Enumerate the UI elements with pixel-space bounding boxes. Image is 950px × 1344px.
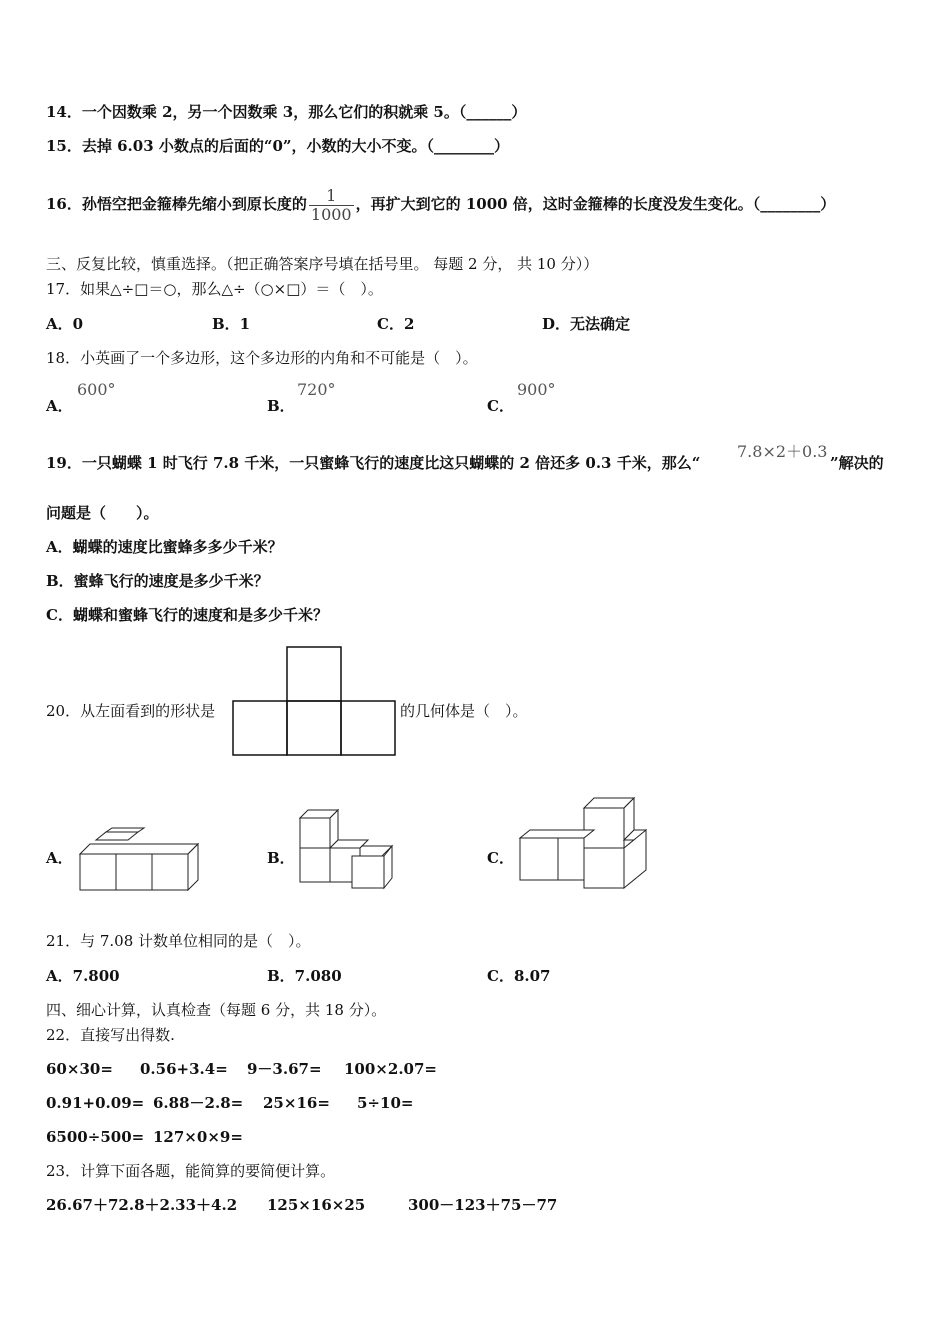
fraction-denominator: 1000 [310,204,352,224]
question-16-suffix: ，再扩大到它的 1000 倍，这时金箍棒的长度没发生变化。（________） [355,195,836,213]
question-19-prefix: 19．一只蝴蝶 1 时飞行 7.8 千米，一只蜜蜂飞行的速度比这只蝴蝶的 2 倍还多 0.3 千米，那么“ [46,454,701,472]
q22-item: 5÷10= [357,1094,414,1112]
q22-item: 0.56+3.4= [140,1060,228,1078]
q19-option-c[interactable]: C．蝴蝶和蜜蜂飞行的速度和是多少千米？ [46,606,328,624]
q19-option-a[interactable]: A．蝴蝶的速度比蜜蜂多多少千米？ [46,538,283,556]
q18-option-a[interactable]: A． [46,397,73,415]
question-21: 21．与 7.08 计数单位相同的是（ ）。 [46,932,311,950]
q20-option-a[interactable]: A． [46,849,73,867]
question-16-prefix: 16．孙悟空把金箍棒先缩小到原长度的 [46,195,307,213]
question-20-prefix: 20．从左面看到的形状是 [46,702,216,720]
q18-option-a-value: 600° [77,380,116,399]
left-view-shape [230,645,398,757]
q17-option-d-label: D．无法确定 [542,315,631,333]
q22-item: 127×0×9= [153,1128,243,1146]
q20-option-c[interactable]: C． [487,849,514,867]
q23-item: 125×16×25 [267,1196,366,1214]
q20-option-c-cubes [516,796,652,894]
q22-item: 6.88－2.8= [153,1094,244,1112]
q20-option-a-cubes [76,826,200,894]
question-14: 14．一个因数乘 2，另一个因数乘 3，那么它们的积就乘 5。（______） [46,103,527,121]
q22-item: 6500÷500= [46,1128,145,1146]
q22-item: 0.91+0.09= [46,1094,145,1112]
q19-option-b[interactable]: B．蜜蜂飞行的速度是多少千米？ [46,572,269,590]
q18-option-b[interactable]: B． [267,397,295,415]
q21-option-c[interactable]: C．8.07 [487,967,551,985]
q22-item: 25×16= [263,1094,330,1112]
q22-item: 60×30= [46,1060,113,1078]
q22-item: 100×2.07= [344,1060,437,1078]
q20-option-b[interactable]: B． [267,849,295,867]
section-3-title: 三、反复比较，慎重选择。（把正确答案序号填在括号里。 每题 2 分， 共 10 分）） [46,255,599,273]
q22-item: 9－3.67= [247,1060,322,1078]
q17-option-d[interactable] [542,314,630,334]
q20-option-b-cubes [296,806,404,892]
q23-item: 26.67＋72.8＋2.33＋4.2 [46,1196,238,1214]
q18-option-c-value: 900° [517,380,556,399]
question-20-suffix: 的几何体是（ ）。 [400,702,528,720]
q23-item: 300－123＋75－77 [408,1196,558,1214]
q17-option-c[interactable]: C．2 [377,315,415,333]
section-4-title: 四、细心计算，认真检查（每题 6 分，共 18 分）。 [46,1001,387,1019]
q18-option-b-value: 720° [297,380,336,399]
question-19-formula: 7.8×2＋0.3 [737,442,828,461]
question-17: 17．如果△÷□＝○，那么△÷（○×□）＝（ ）。 [46,280,383,298]
question-18: 18．小英画了一个多边形，这个多边形的内角和不可能是（ ）。 [46,349,478,367]
question-16 [46,184,835,224]
question-22: 22．直接写出得数. [46,1026,175,1044]
q21-option-b[interactable]: B．7.080 [267,967,342,985]
q17-option-b[interactable]: B．1 [212,315,251,333]
q18-option-c[interactable]: C． [487,397,514,415]
question-23: 23．计算下面各题，能简算的要简便计算。 [46,1162,336,1180]
question-19-suffix: ”解决的 [830,454,884,472]
question-15: 15．去掉 6.03 小数点的后面的“0”，小数的大小不变。（________） [46,137,510,155]
q17-option-a[interactable]: A．0 [46,315,84,333]
fraction-1-1000 [309,187,354,224]
fraction-numerator: 1 [326,185,337,205]
question-19-line2: 问题是（ ）。 [46,504,159,522]
q21-option-a[interactable]: A．7.800 [46,967,120,985]
